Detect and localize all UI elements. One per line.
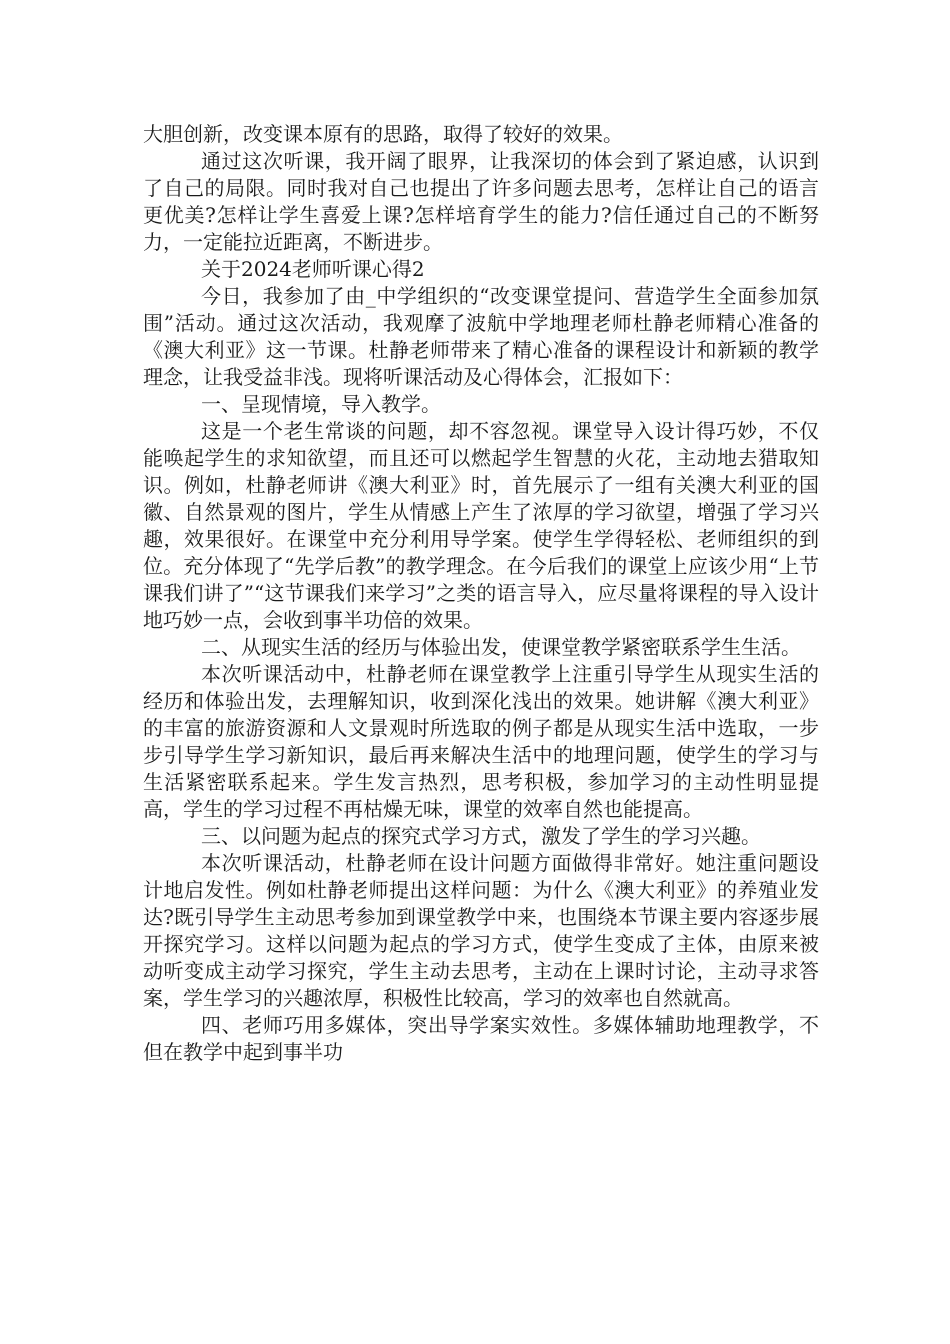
paragraph-point-2: 本次听课活动中，杜静老师在课堂教学上注重引导学生从现实生活的经历和体验出发，去理解知识，收到深化浅出的效果。她讲解《澳大利亚》的丰富的旅游资源和人文景观时所选取的例子都是从现实生活中选取，一步步引导学生学习新知识，最后再来解决生活中的地理问题，使学生的学习与生活紧密联系起来。学生发言热烈，思考积极，参加学习的主动性明显提高，学生的学习过程不再枯燥无味，课堂的效率自然也能提高。	[143, 662, 819, 821]
paragraph-point-3: 本次听课活动，杜静老师在设计问题方面做得非常好。她注重问题设计地启发性。例如杜静老师提出这样问题：为什么《澳大利亚》的养殖业发达?既引导学生主动思考参加到课堂教学中来，也围绕本节课主要内容逐步展开探究学习。这样以问题为起点的学习方式，使学生变成了主体，由原来被动听变成主动学习探究，学生主动去思考，主动在上课时讨论，主动寻求答案，学生学习的兴趣浓厚，积极性比较高，学习的效率也自然就高。	[143, 851, 819, 1010]
paragraph-reflection: 通过这次听课，我开阔了眼界，让我深切的体会到了紧迫感，认识到了自己的局限。同时我对自己也提出了许多问题去思考，怎样让自己的语言更优美?怎样让学生喜爱上课?怎样培育学生的能力?信任通过自己的不断努力，一定能拉近距离，不断进步。	[143, 149, 819, 254]
paragraph-continuation: 大胆创新，改变课本原有的思路，取得了较好的效果。	[143, 122, 623, 146]
paragraph-point-1: 这是一个老生常谈的问题，却不容忽视。课堂导入设计得巧妙，不仅能唤起学生的求知欲望，而且还可以燃起学生智慧的火花，主动地去猎取知识。例如，杜静老师讲《澳大利亚》时，首先展示了一组有关澳大利亚的国徽、自然景观的图片，学生从情感上产生了浓厚的学习欲望，增强了学习兴趣，效果很好。在课堂中充分利用导学案。使学生学得轻松、老师组织的到位。充分体现了“先学后教”的教学理念。在今后我们的课堂上应该少用“上节课我们讲了”“这节课我们来学习”之类的语言导入，应尽量将课程的导入设计地巧妙一点，会收到事半功倍的效果。	[143, 419, 819, 632]
document-body	[143, 121, 819, 1066]
paragraph-point-4: 四、老师巧用多媒体，突出导学案实效性。多媒体辅助地理教学，不但在教学中起到事半功	[143, 1013, 819, 1064]
heading-point-2: 二、从现实生活的经历与体验出发，使课堂教学紧密联系学生生活。	[201, 635, 801, 659]
paragraph-intro: 今日，我参加了由_中学组织的“改变课堂提问、营造学生全面参加氛围”活动。通过这次活动，我观摩了波航中学地理老师杜静老师精心准备的《澳大利亚》这一节课。杜静老师带来了精心准备的课程设计和新颖的教学理念，让我受益非浅。现将听课活动及心得体会，汇报如下：	[143, 284, 819, 389]
heading-point-3: 三、以问题为起点的探究式学习方式，激发了学生的学习兴趣。	[201, 824, 761, 848]
section-title: 关于2024老师听课心得2	[201, 257, 425, 281]
heading-point-1: 一、呈现情境，导入教学。	[201, 392, 441, 416]
